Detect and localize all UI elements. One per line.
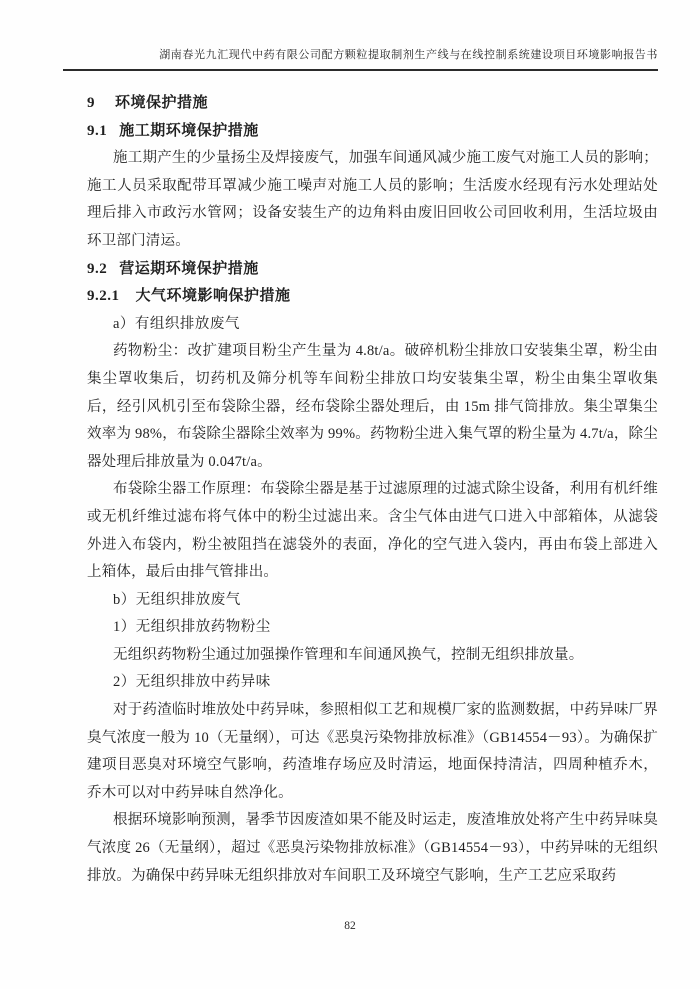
section-heading-9-1 [87, 118, 658, 146]
section-title: 营运期环境保护措施 [119, 260, 259, 277]
section-number: 9.2.1 [87, 288, 120, 305]
section-heading-9-2-1 [87, 283, 658, 311]
paragraph-baghouse-principle: 布袋除尘器工作原理：布袋除尘器是基于过滤原理的过滤式除尘设备，利用有机纤维或无机纤维过滤布将气体中的粉尘过滤出来。含尘气体由进气口进入中部箱体，从滤袋外进入布袋内，粉尘被阻挡在滤袋外的表面，净化的空气进入袋内，再由布袋上部进入上箱体，最后由排气管排出。 [87, 481, 658, 581]
document-body [87, 90, 658, 890]
section-heading-9 [87, 90, 658, 118]
list-item-2-herbal-odor: 2）无组织排放中药异味 [113, 674, 271, 691]
list-item-b-fugitive-exhaust: b）无组织排放废气 [113, 591, 241, 608]
page-number: 82 [344, 920, 356, 932]
paragraph-odor-storage: 对于药渣临时堆放处中药异味，参照相似工艺和规模厂家的监测数据，中药异味厂界臭气浓度一般为 10（无量纲），可达《恶臭污染物排放标准》（GB14554－93）。为确保扩建项目恶臭对环境空气影响，药渣堆存场应及时清运，地面保持清洁，四周种植乔木，乔木可以对中药异味自然净化。 [87, 702, 658, 801]
section-title: 施工期环境保护措施 [119, 122, 259, 139]
section-number: 9.2 [87, 260, 108, 277]
paragraph-drug-dust: 药物粉尘：改扩建项目粉尘产生量为 4.8t/a。破碎机粉尘排放口安装集尘罩，粉尘由集尘罩收集后，切药机及筛分机等车间粉尘排放口均安装集尘罩，粉尘由集尘罩收集后，经引风机引至布袋除尘器，经布袋除尘器处理后，由 15m 排气筒排放。集尘罩集尘效率为 98%，布袋除尘器除尘效率为 99%。药物粉尘进入集气罩的粉尘量为 4.7t/a，除尘器处理后排放量为 0.047t/a。 [87, 343, 658, 470]
header-rule [63, 69, 658, 71]
paragraph-fugitive-dust-control: 无组织药物粉尘通过加强操作管理和车间通风换气，控制无组织排放量。 [113, 646, 584, 663]
paragraph-odor-prediction: 根据环境影响预测，暑季节因废渣如果不能及时运走，废渣堆放处将产生中药异味臭气浓度 26（无量纲），超过《恶臭污染物排放标准》（GB14554－93），中药异味的无组织排放。为确保中药异味无组织排放对车间职工及环境空气影响，生产工艺应采取药 [87, 812, 658, 884]
running-header-title: 湖南春光九汇现代中药有限公司配方颗粒提取制剂生产线与在线控制系统建设项目环境影响报告书 [159, 49, 658, 61]
list-item-a-organized-exhaust: a）有组织排放废气 [113, 315, 240, 332]
section-number: 9.1 [87, 122, 108, 139]
section-heading-9-2 [87, 256, 658, 284]
section-number: 9 [87, 95, 95, 111]
paragraph-construction-measures: 施工期产生的少量扬尘及焊接废气，加强车间通风减少施工废气对施工人员的影响；施工人员采取配带耳罩减少施工噪声对施工人员的影响；生活废水经现有污水处理站处理后排入市政污水管网；设备安装生产的边角料由废旧回收公司回收利用，生活垃圾由环卫部门清运。 [87, 150, 658, 249]
section-title: 环境保护措施 [115, 95, 209, 111]
list-item-1-fugitive-dust: 1）无组织排放药物粉尘 [113, 619, 271, 636]
section-title: 大气环境影响保护措施 [135, 288, 291, 305]
